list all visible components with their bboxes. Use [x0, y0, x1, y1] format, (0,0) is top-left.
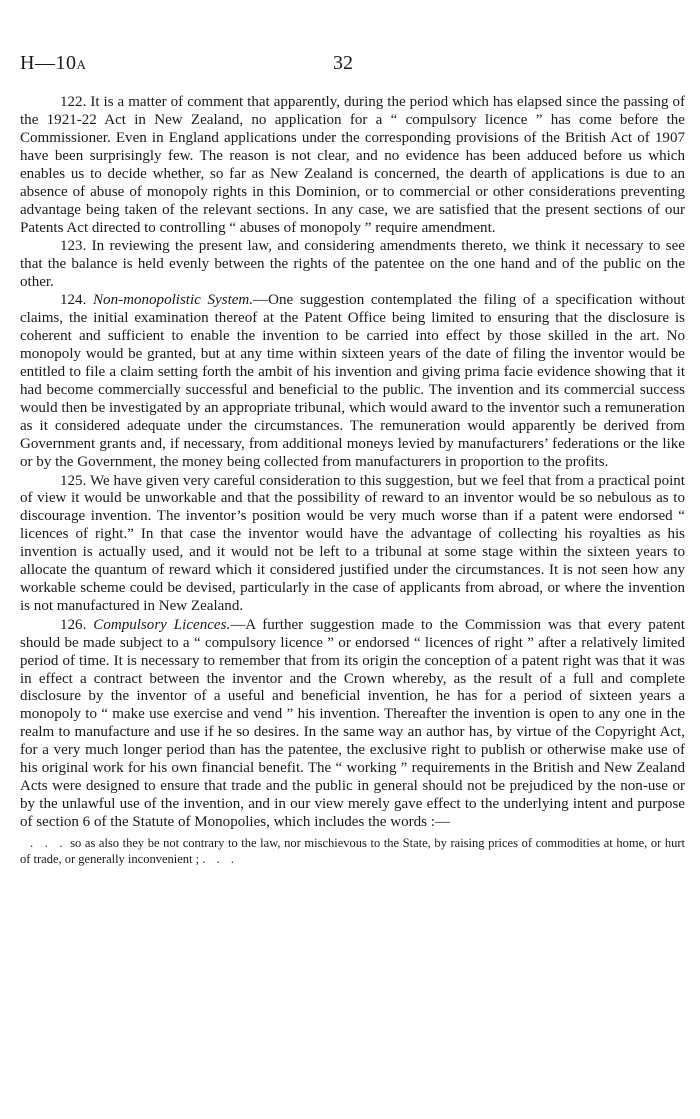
- paragraph-text: It is a matter of comment that apparently, during the period which has elapsed since the passing of the 1921-22 Act in New Zealand, no application for a “ compulsory licence ” has come before the Commissioner. Even in England applications under the corresponding provisions of the British Act of 1907 have been surprisingly few. The reason is not clear, and no evidence has been adduced before us which enables us to decide whether, so far as New Zealand is concerned, the dearth of applications is due to an absence of abuse of monopoly rights in this Dominion, or to commercial or other considerations preventing advantage being taken of the relevant sections. In any case, we are satisfied that the present sections of our Patents Act directed to controlling “ abuses of monopoly ” require amendment.: [20, 94, 685, 236]
- paragraph-text: —A further suggestion made to the Commission was that every patent should be made subject to a “ compulsory licence ” or endorsed “ licences of right ” after a relatively limited period of time. It is necessary to remember that from its origin the conception of a patent right was that it was in effect a contract between the inventor and the Crown whereby, as the result of a full and complete disclosure by the inventor of a useful and beneficial invention, he has for a period of sixteen years a monopoly to “ make use exercise and vend ” his invention. Thereafter the invention is open to any one in the realm to manufacture and use if he so desires. In the same way an author has, by virtue of the Copyright Act, for a very much longer period than has the patentee, the exclusive right to publish or otherwise make use of his original work for his own financial benefit. The “ working ” requirements in the British and New Zealand Acts were designed to ensure that trade and the public in general should not be prejudiced by the non-use or by the unlawful use of the invention, and in our view merely gave effect to the underlying intent and purpose of section 6 of the Statute of Monopolies, which includes the words :—: [20, 616, 685, 831]
- paragraph-text: —One suggestion contemplated the filing of a specification without claims, the initial examination thereof at the Patent Office being limited to ensuring that the disclosure is coherent and sufficient to enable the invention to be carried into effect by those skilled in the art. No monopoly would be granted, but at any time within sixteen years of the date of filing the inventor would be entitled to file a claim setting forth the ambit of his invention and giving prima facie evidence showing that it had become commercially successful and beneficial to the public. The invention and its commercial success would then be investigated by an appropriate tribunal, which would award to the inventor such a remuneration as it considered adequate under the circumstances. The remuneration would apparently be derived from Government grants and, if necessary, from additional moneys levied by manufacturers’ federations or the like or by the Government, the money being collected from manufacturers in proportion to the profits.: [20, 292, 685, 471]
- paragraph-heading: Non-monopolistic System.: [93, 292, 254, 309]
- document-series: [20, 52, 86, 75]
- quote-ellipsis-lead: . . .: [30, 836, 67, 851]
- statute-quotation: [20, 835, 685, 867]
- paragraph-122: [20, 94, 685, 238]
- paragraph-heading: Compulsory Licences.: [93, 616, 231, 633]
- paragraph-number: 123.: [60, 238, 87, 255]
- paragraph-125: [20, 473, 685, 617]
- series-sub: A: [76, 57, 87, 72]
- paragraph-number: 124.: [60, 292, 87, 309]
- paragraph-text: We have given very careful consideration to this suggestion, but we feel that from a practical point of view it would be unworkable and that the possibility of reward to an inventor would be so nebulous as to discourage invention. The inventor’s position would be very much worse than if a patent were endorsed “ licences of right.” In that case the inventor would have the advantage of collecting his royalties as his invention is actually used, and it would not be left to a tribunal at some stage within the sixteen years to allocate the quantum of reward which it considered justified under the circumstances. It is not seen how any workable scheme could be devised, particularly in the case of applicants from abroad, or where the invention is not manufactured in New Zealand.: [20, 472, 685, 615]
- paragraph-number: 125.: [60, 472, 87, 489]
- page-number: 32: [333, 52, 353, 74]
- paragraph-124: [20, 292, 685, 472]
- quote-ellipsis-trail: . . .: [202, 852, 238, 867]
- paragraph-number: 122.: [60, 94, 87, 110]
- document-body: [20, 94, 685, 867]
- series-main: H—10: [20, 52, 77, 74]
- paragraph-number: 126.: [60, 616, 87, 633]
- quote-text: so as also they be not contrary to the law, nor mischievous to the State, by raising prices of commodities at home, or hurt of trade, or generally inconvenient ;: [20, 836, 686, 867]
- paragraph-126: [20, 617, 685, 832]
- page-header: [20, 52, 685, 76]
- paragraph-text: In reviewing the present law, and considering amendments thereto, we think it necessary to see that the balance is held evenly between the rights of the patentee on the one hand and of the public on the other.: [20, 238, 685, 291]
- paragraph-123: [20, 238, 685, 292]
